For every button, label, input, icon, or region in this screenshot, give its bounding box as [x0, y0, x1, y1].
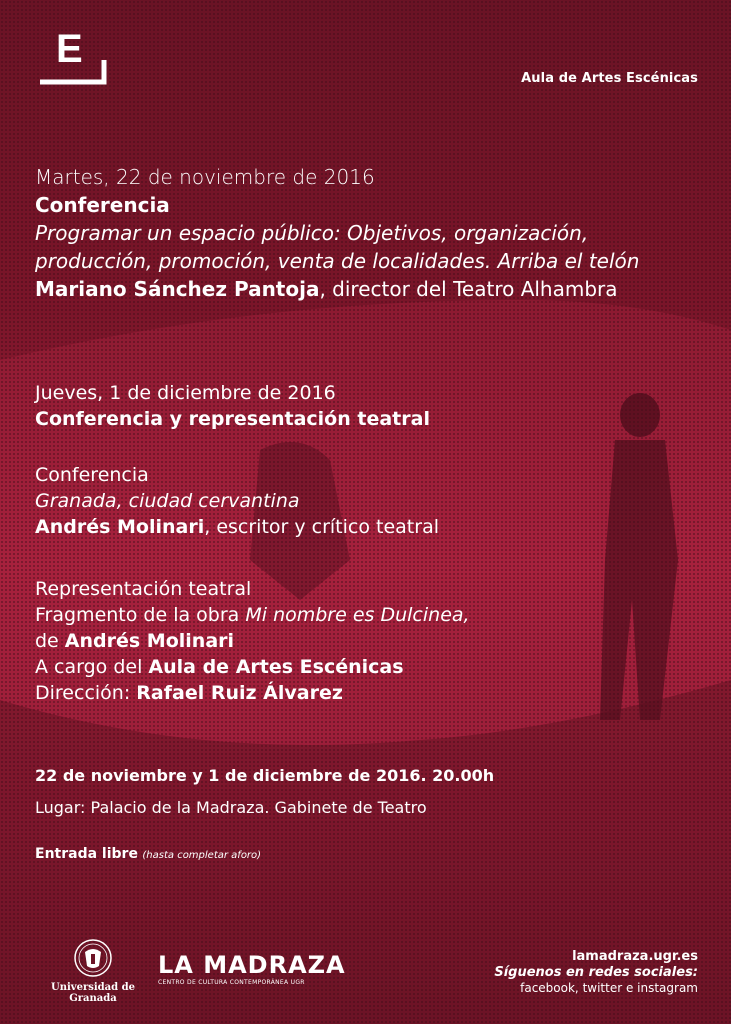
performance-company [35, 654, 711, 680]
performance-direction [35, 680, 711, 706]
dates-time: 22 de noviembre y 1 de diciembre de 2016. 20.00h [35, 766, 495, 785]
performance-company-prefix: A cargo del [35, 656, 149, 678]
event-2-date: Jueves, 1 de diciembre de 2016 [35, 382, 336, 404]
conference-title: Granada, ciudad cervantina [35, 490, 300, 512]
event-1-speaker-role: , director del Teatro Alhambra [319, 277, 618, 301]
website-link[interactable]: lamadraza.ugr.es [572, 949, 698, 964]
event-1-speaker-name: Mariano Sánchez Pantoja [35, 277, 320, 301]
conference-speaker [35, 514, 711, 540]
event-2-performance [35, 576, 711, 706]
performance-work-title: Mi nombre es Dulcinea, [245, 604, 470, 626]
performance-direction-prefix: Dirección: [35, 682, 137, 704]
admission [35, 846, 711, 862]
svg-text:E: E [56, 27, 83, 71]
venue: Lugar: Palacio de la Madraza. Gabinete de Teatro [35, 798, 427, 817]
event-1-date: Martes, 22 de noviembre de 2016 [35, 165, 375, 189]
event-1-title-line-2: producción, promoción, venta de localidades. Arriba el telón [35, 249, 640, 273]
performance-by-prefix: de [35, 630, 65, 652]
social-networks: facebook, twitter e instagram [520, 981, 698, 995]
performance-director: Rafael Ruiz Álvarez [136, 682, 343, 704]
admission-label: Entrada libre [35, 846, 138, 862]
madraza-logo [158, 952, 346, 986]
performance-fragment-prefix: Fragmento de la obra [35, 604, 246, 626]
contact-info [494, 949, 698, 996]
university-name: Universidad de Granada [51, 982, 135, 1004]
program-name: Aula de Artes Escénicas [521, 71, 698, 86]
event-2-type: Conferencia y representación teatral [35, 408, 430, 430]
event-1-speaker [35, 275, 711, 303]
event-1-title-line-1: Programar un espacio público: Objetivos, organización, [35, 221, 589, 245]
ugr-crest-icon [73, 938, 113, 978]
performance-company-name: Aula de Artes Escénicas [148, 656, 404, 678]
conference-label: Conferencia [35, 464, 149, 486]
center-subtitle: CENTRO DE CULTURA CONTEMPORÁNEA UGR [158, 979, 305, 986]
event-2-conference [35, 462, 711, 540]
performance-work [35, 602, 711, 628]
event-2-heading [35, 380, 711, 432]
admission-note: (hasta completar aforo) [142, 850, 262, 861]
conference-speaker-name: Andrés Molinari [35, 516, 205, 538]
event-1-type: Conferencia [35, 193, 170, 217]
social-prompt: Síguenos en redes sociales: [494, 965, 698, 980]
performance-label: Representación teatral [35, 578, 252, 600]
conference-speaker-role: , escritor y crítico teatral [204, 516, 439, 538]
performance-author-name: Andrés Molinari [64, 630, 235, 652]
performance-author [35, 628, 711, 654]
logo-e-icon [38, 24, 108, 86]
ugr-logo [34, 938, 152, 1004]
center-name: LA MADRAZA [158, 951, 346, 979]
aula-logo [38, 24, 108, 86]
event-info [35, 760, 711, 824]
event-1 [35, 163, 711, 303]
